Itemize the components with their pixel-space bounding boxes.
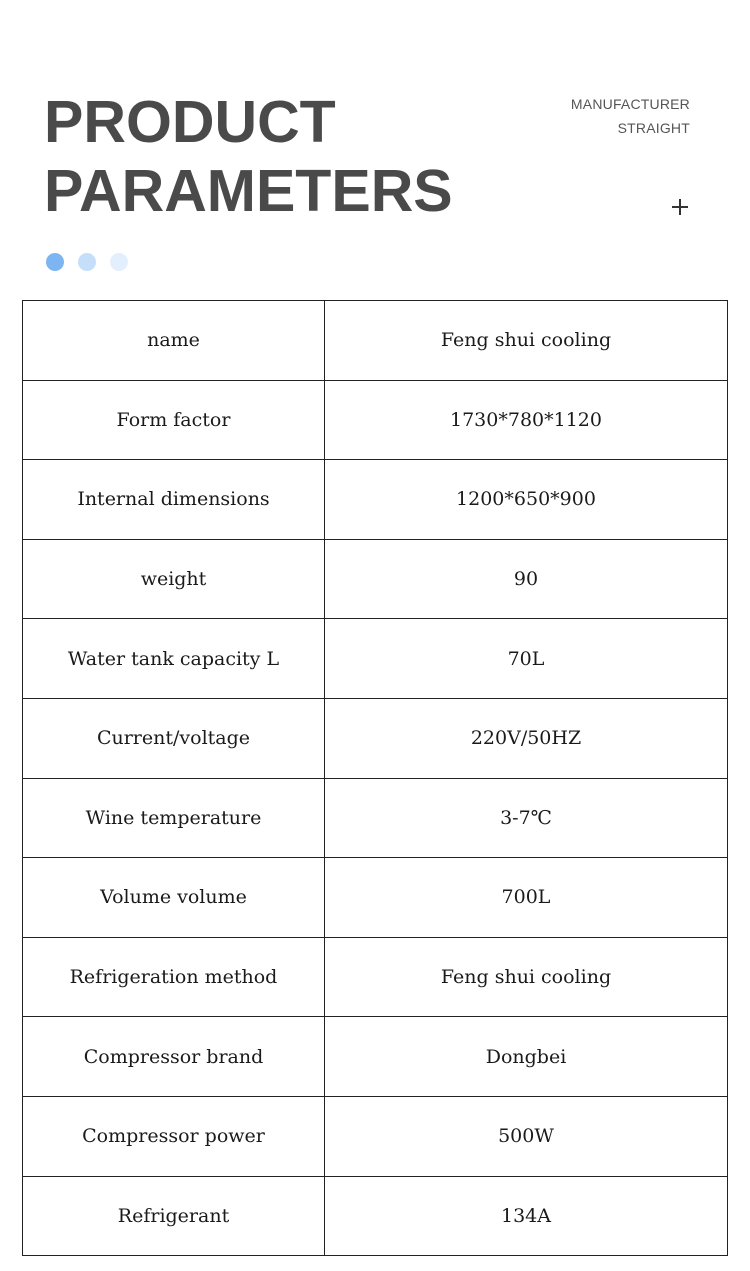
- dot-2: [78, 253, 96, 271]
- dot-1: [46, 253, 64, 271]
- param-label: Wine temperature: [23, 778, 325, 858]
- param-label: Volume volume: [23, 858, 325, 938]
- param-label: name: [23, 301, 325, 381]
- param-label: Compressor power: [23, 1096, 325, 1176]
- decorative-dots: [46, 253, 128, 271]
- table-row: [23, 778, 728, 858]
- param-value: 90: [325, 539, 728, 619]
- table-row: [23, 1017, 728, 1097]
- param-label: Internal dimensions: [23, 460, 325, 540]
- param-value: 70L: [325, 619, 728, 699]
- param-value: 1730*780*1120: [325, 380, 728, 460]
- param-label: Refrigerant: [23, 1176, 325, 1256]
- title-line-product: PRODUCT: [44, 89, 336, 155]
- param-label: Refrigeration method: [23, 937, 325, 1017]
- param-value: 500W: [325, 1096, 728, 1176]
- param-value: 3-7℃: [325, 778, 728, 858]
- plus-icon: [670, 194, 690, 214]
- param-label: Current/voltage: [23, 698, 325, 778]
- table-row: [23, 937, 728, 1017]
- parameters-table: [22, 300, 728, 1256]
- param-value: 220V/50HZ: [325, 698, 728, 778]
- param-label: Water tank capacity L: [23, 619, 325, 699]
- param-value: Dongbei: [325, 1017, 728, 1097]
- manufacturer-tagline: [571, 92, 690, 140]
- page-title: [44, 88, 504, 226]
- table-row: [23, 1096, 728, 1176]
- param-label: weight: [23, 539, 325, 619]
- table-row: [23, 460, 728, 540]
- table-row: [23, 698, 728, 778]
- param-label: Form factor: [23, 380, 325, 460]
- title-line-parameters: PARAMETERS: [44, 158, 453, 224]
- param-value: Feng shui cooling: [325, 937, 728, 1017]
- table-row: [23, 380, 728, 460]
- tagline-line-1: MANUFACTURER: [570, 96, 690, 112]
- table-row: [23, 619, 728, 699]
- table-row: [23, 301, 728, 381]
- table-row: [23, 858, 728, 938]
- dot-3: [110, 253, 128, 271]
- param-value: 134A: [325, 1176, 728, 1256]
- param-value: 700L: [325, 858, 728, 938]
- tagline-line-2: STRAIGHT: [617, 120, 690, 136]
- param-value: Feng shui cooling: [325, 301, 728, 381]
- param-label: Compressor brand: [23, 1017, 325, 1097]
- param-value: 1200*650*900: [325, 460, 728, 540]
- table-row: [23, 539, 728, 619]
- table-row: [23, 1176, 728, 1256]
